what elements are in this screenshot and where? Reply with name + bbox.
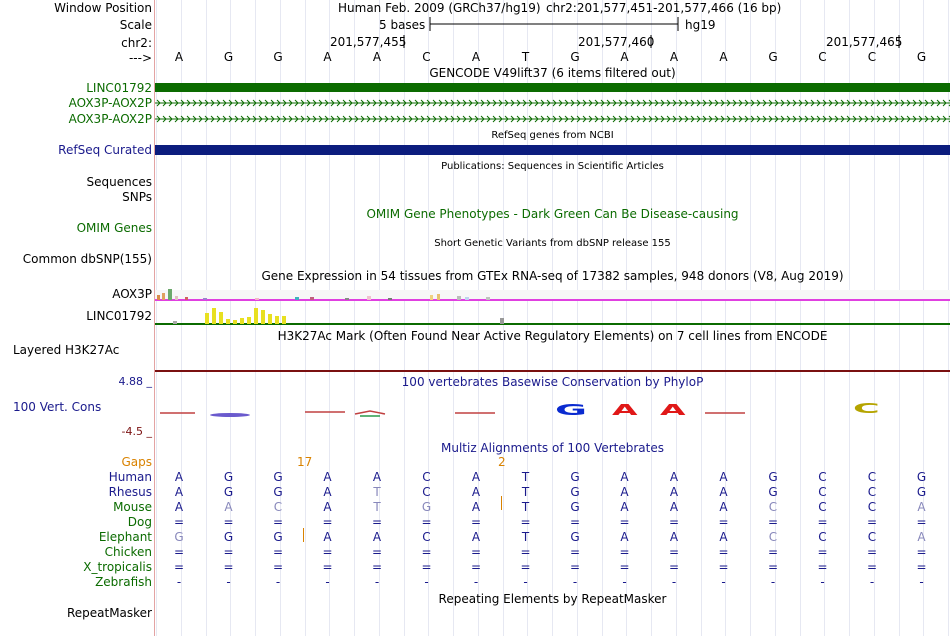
repeatmasker-title[interactable]: Repeating Elements by RepeatMasker xyxy=(438,592,667,606)
insertion-marker-elephant xyxy=(303,528,304,542)
alignment-base: G xyxy=(768,485,778,499)
reference-base: C xyxy=(867,50,877,64)
alignment-base: - xyxy=(622,575,627,589)
alignment-base: - xyxy=(374,575,380,589)
alignment-base: = xyxy=(866,560,878,574)
alignment-base: A xyxy=(323,500,332,514)
alignment-base: G xyxy=(570,530,580,544)
alignment-base: - xyxy=(226,575,231,589)
alignment-base: = xyxy=(322,545,333,559)
species-label-x-tropicalis[interactable]: X_tropicalis xyxy=(83,560,152,574)
gap-count-2: 2 xyxy=(498,455,506,469)
alignment-base: - xyxy=(424,575,429,589)
alignment-base: A xyxy=(174,485,184,499)
alignment-base: = xyxy=(668,515,680,529)
alignment-base: T xyxy=(521,530,530,544)
alignment-base: - xyxy=(473,575,479,589)
alignment-base: = xyxy=(421,515,432,529)
alignment-base: A xyxy=(620,470,629,484)
gap-count-1: 17 xyxy=(297,455,313,469)
alignment-base: - xyxy=(176,575,182,589)
alignment-base: = xyxy=(817,515,828,529)
species-label-mouse[interactable]: Mouse xyxy=(113,500,152,514)
alignment-base: = xyxy=(718,545,729,559)
alignment-base: G xyxy=(570,470,580,484)
alignment-base: A xyxy=(471,470,481,484)
assembly-text: Human Feb. 2009 (GRCh37/hg19) xyxy=(338,1,541,15)
alignment-base: - xyxy=(275,575,281,589)
phylop-min: -4.5 _ xyxy=(121,425,152,438)
alignment-base: = xyxy=(767,515,779,529)
alignment-base: T xyxy=(373,485,381,499)
alignment-base: A xyxy=(669,470,679,484)
alignment-base: = xyxy=(619,515,630,529)
coord-tick-3: 201,577,465 xyxy=(826,35,903,49)
omim-title[interactable]: OMIM Gene Phenotypes - Dark Green Can Be Disease-causing xyxy=(366,207,739,221)
alignment-base: = xyxy=(223,545,234,559)
alignment-base: = xyxy=(322,515,333,529)
alignment-base: G xyxy=(174,530,184,544)
refseq-feature[interactable] xyxy=(155,145,950,155)
alignment-base: = xyxy=(668,560,680,574)
alignment-base: = xyxy=(916,545,927,559)
alignment-base: A xyxy=(917,500,926,514)
alignment-base: G xyxy=(273,470,283,484)
h3k27ac-title[interactable]: H3K27Ac Mark (Often Found Near Active Regulatory Elements) on 7 cell lines from ENCODE xyxy=(277,329,828,343)
alignment-base: = xyxy=(916,515,927,529)
alignment-base: = xyxy=(520,545,531,559)
strand-label: ---> xyxy=(128,51,152,65)
reference-base: A xyxy=(620,50,629,64)
alignment-base: A xyxy=(620,485,629,499)
window-position-label: Window Position xyxy=(54,1,152,15)
species-label-dog[interactable]: Dog xyxy=(127,515,152,529)
alignment-base: A xyxy=(620,500,629,514)
alignment-base: = xyxy=(272,560,284,574)
alignment-base: = xyxy=(371,545,383,559)
phylop-title[interactable]: 100 vertebrates Basewise Conservation by PhyloP xyxy=(401,375,704,389)
alignment-base: = xyxy=(718,560,729,574)
publications-sequences-label[interactable]: Sequences xyxy=(86,175,152,189)
gaps-label[interactable]: Gaps xyxy=(121,455,152,469)
alignment-base: = xyxy=(223,560,234,574)
coord-tick-2: 201,577,460 xyxy=(578,35,655,49)
alignment-base: - xyxy=(770,575,776,589)
reference-base: A xyxy=(372,50,382,64)
alignment-base: = xyxy=(817,545,828,559)
repeatmasker-label[interactable]: RepeatMasker xyxy=(66,606,152,620)
alignment-base: = xyxy=(619,545,630,559)
gtex-bar-charts[interactable] xyxy=(155,286,950,326)
reference-base: A xyxy=(471,50,481,64)
alignment-base: A xyxy=(620,530,629,544)
refseq-title[interactable]: RefSeq genes from NCBI xyxy=(491,130,614,141)
alignment-base: A xyxy=(669,500,679,514)
omim-label[interactable]: OMIM Genes xyxy=(76,221,152,235)
phylop-letter-g: G xyxy=(555,401,588,419)
db-text: hg19 xyxy=(685,18,716,32)
alignment-base: A xyxy=(323,485,332,499)
gtex-gene-linc01792[interactable]: LINC01792 xyxy=(86,309,152,323)
alignment-base: = xyxy=(173,560,185,574)
alignment-base: A xyxy=(323,530,332,544)
alignment-base: C xyxy=(867,530,877,544)
alignment-base: C xyxy=(273,500,283,514)
alignment-base: - xyxy=(721,575,726,589)
alignment-base: A xyxy=(323,470,332,484)
phylop-max: 4.88 _ xyxy=(118,375,152,388)
reference-base: T xyxy=(521,50,530,64)
position-text[interactable]: chr2:201,577,451-201,577,466 (16 bp) xyxy=(546,1,782,15)
alignment-base: A xyxy=(719,485,728,499)
gencode-item-aox3p-2[interactable]: AOX3P-AOX2P xyxy=(68,112,152,126)
phylop-letter-a1: A xyxy=(612,401,638,419)
alignment-base: = xyxy=(817,560,828,574)
alignment-base: = xyxy=(421,560,432,574)
alignment-base: C xyxy=(768,500,778,514)
alignment-base: = xyxy=(916,560,927,574)
alignment-base: = xyxy=(520,515,531,529)
alignment-base: = xyxy=(272,545,284,559)
alignment-base: G xyxy=(570,500,580,514)
alignment-base: T xyxy=(521,485,530,499)
alignment-base: = xyxy=(767,545,779,559)
reference-base: G xyxy=(916,50,927,64)
alignment-base: A xyxy=(669,530,679,544)
phylop-letter-c: C xyxy=(853,402,880,417)
alignment-base: C xyxy=(422,530,431,544)
alignment-base: A xyxy=(471,530,481,544)
alignment-base: A xyxy=(719,500,728,514)
alignment-base: = xyxy=(173,515,185,529)
alignment-base: = xyxy=(272,515,284,529)
alignment-base: G xyxy=(223,485,234,499)
alignment-base: A xyxy=(471,500,481,514)
alignment-base: A xyxy=(174,500,184,514)
alignment-base: = xyxy=(470,560,482,574)
alignment-base: = xyxy=(767,560,779,574)
species-label-chicken[interactable]: Chicken xyxy=(104,545,152,559)
alignment-base: - xyxy=(671,575,677,589)
phylop-logo[interactable] xyxy=(155,403,950,419)
alignment-base: A xyxy=(719,470,728,484)
alignment-base: C xyxy=(818,470,827,484)
alignment-base: T xyxy=(521,470,530,484)
alignment-base: - xyxy=(869,575,875,589)
phylop-letter-a2: A xyxy=(660,401,686,419)
gencode-item-linc01792[interactable]: LINC01792 xyxy=(86,81,152,95)
chrom-label: chr2: xyxy=(121,36,152,50)
alignment-base: = xyxy=(421,545,432,559)
aox3p-feature-1[interactable] xyxy=(155,98,950,108)
alignment-base: C xyxy=(867,485,877,499)
reference-base: C xyxy=(818,50,827,64)
dbsnp-label[interactable]: Common dbSNP(155) xyxy=(22,252,152,266)
alignment-base: G xyxy=(916,470,927,484)
alignment-base: - xyxy=(820,575,825,589)
alignment-base: A xyxy=(669,485,679,499)
alignment-base: A xyxy=(174,470,184,484)
reference-base: A xyxy=(669,50,679,64)
phylop-label[interactable]: 100 Vert. Cons xyxy=(13,400,102,414)
alignment-base: = xyxy=(569,545,581,559)
alignment-base: A xyxy=(917,530,926,544)
alignment-base: - xyxy=(572,575,578,589)
reference-base: C xyxy=(422,50,431,64)
alignment-base: = xyxy=(470,545,482,559)
alignment-base: = xyxy=(718,515,729,529)
refseq-label[interactable]: RefSeq Curated xyxy=(58,143,152,157)
alignment-base: C xyxy=(818,485,827,499)
reference-base: A xyxy=(323,50,332,64)
species-label-elephant[interactable]: Elephant xyxy=(98,530,152,544)
alignment-base: = xyxy=(470,515,482,529)
alignment-base: = xyxy=(173,545,185,559)
reference-base: A xyxy=(719,50,728,64)
alignment-base: A xyxy=(372,530,382,544)
species-label-rhesus[interactable]: Rhesus xyxy=(108,485,152,499)
alignment-base: C xyxy=(768,530,778,544)
scale-label: Scale xyxy=(119,18,152,32)
alignment-base: A xyxy=(224,500,233,514)
alignment-base: A xyxy=(372,470,382,484)
h3k27ac-signal[interactable] xyxy=(155,370,950,372)
alignment-base: - xyxy=(919,575,924,589)
alignment-base: G xyxy=(570,485,580,499)
alignment-base: G xyxy=(421,500,432,514)
alignment-base: C xyxy=(867,470,877,484)
gencode-item-aox3p-1[interactable]: AOX3P-AOX2P xyxy=(68,96,152,110)
reference-base: G xyxy=(223,50,234,64)
alignment-base: C xyxy=(422,470,431,484)
alignment-base: = xyxy=(223,515,234,529)
alignment-base: = xyxy=(866,515,878,529)
alignment-base: = xyxy=(668,545,680,559)
species-label-zebrafish[interactable]: Zebrafish xyxy=(95,575,152,589)
publications-snps-label[interactable]: SNPs xyxy=(122,190,152,204)
alignment-base: = xyxy=(322,560,333,574)
alignment-base: C xyxy=(422,485,431,499)
alignment-base: G xyxy=(273,530,283,544)
h3k27ac-label[interactable]: Layered H3K27Ac xyxy=(13,343,120,357)
alignment-base: A xyxy=(719,530,728,544)
alignment-base: = xyxy=(371,515,383,529)
alignment-base: T xyxy=(373,500,381,514)
alignment-base: T xyxy=(521,500,530,514)
reference-base: G xyxy=(570,50,580,64)
scale-text: 5 bases xyxy=(379,18,426,32)
alignment-base: A xyxy=(471,485,481,499)
gtex-title[interactable]: Gene Expression in 54 tissues from GTEx RNA-seq of 17382 samples, 948 donors (V8, Aug 2019) xyxy=(261,269,844,283)
aox3p-feature-2[interactable] xyxy=(155,114,950,124)
coord-tick-1: 201,577,455 xyxy=(330,35,407,49)
dbsnp-title[interactable]: Short Genetic Variants from dbSNP release 155 xyxy=(434,238,671,249)
alignment-base: - xyxy=(325,575,330,589)
alignment-base: G xyxy=(223,530,234,544)
alignment-base: = xyxy=(569,560,581,574)
insertion-marker-mouse xyxy=(501,496,502,510)
linc01792-feature[interactable] xyxy=(155,83,950,92)
gtex-gene-aox3p[interactable]: AOX3P xyxy=(112,287,152,301)
alignment-base: = xyxy=(520,560,531,574)
reference-base: G xyxy=(768,50,778,64)
alignment-base: G xyxy=(768,470,778,484)
alignment-base: = xyxy=(569,515,581,529)
alignment-base: G xyxy=(916,485,927,499)
alignment-base: C xyxy=(818,500,827,514)
alignment-base: = xyxy=(371,560,383,574)
multiz-title[interactable]: Multiz Alignments of 100 Vertebrates xyxy=(440,441,665,455)
reference-base: A xyxy=(174,50,184,64)
species-label-human[interactable]: Human xyxy=(108,470,152,484)
alignment-base: G xyxy=(273,485,283,499)
alignment-base: = xyxy=(866,545,878,559)
publications-title[interactable]: Publications: Sequences in Scientific Articles xyxy=(441,161,664,172)
alignment-base: = xyxy=(619,560,630,574)
alignment-base: G xyxy=(223,470,234,484)
reference-base: G xyxy=(273,50,283,64)
alignment-base: - xyxy=(523,575,528,589)
gencode-title[interactable]: GENCODE V49lift37 (6 items filtered out) xyxy=(429,66,676,80)
alignment-base: C xyxy=(867,500,877,514)
alignment-base: C xyxy=(818,530,827,544)
